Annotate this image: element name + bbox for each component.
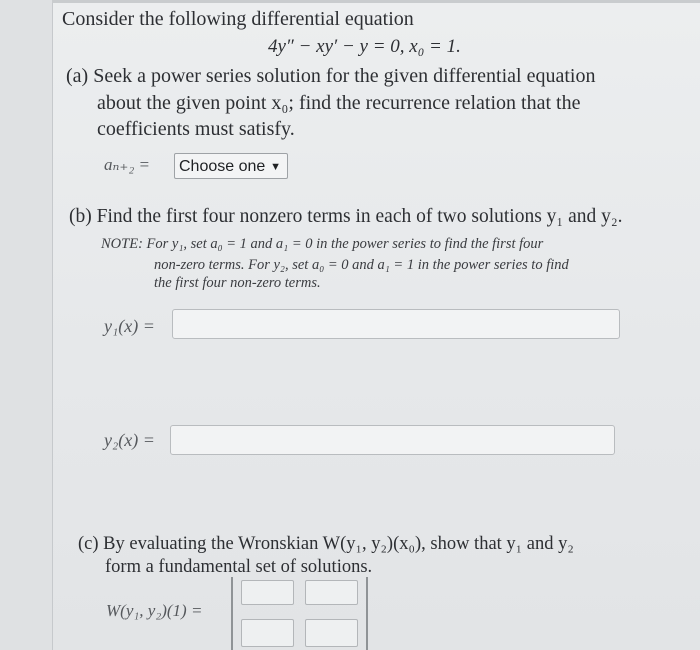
y2-label: y₂(x) = <box>104 430 155 450</box>
wronskian-cell-1-1[interactable] <box>241 580 294 605</box>
equation: 4y″ − xy′ − y = 0, x₀ = 1. <box>268 36 461 57</box>
y2-answer-field[interactable] <box>170 425 615 455</box>
chevron-down-icon: ▼ <box>270 161 281 173</box>
part-a-line-3: coefficients must satisfy. <box>97 118 295 140</box>
y1-label: y₁(x) = <box>104 316 155 336</box>
wronskian-cell-2-1[interactable] <box>241 619 294 647</box>
note-line-2: non-zero terms. For y₂, set a₀ = 0 and a₁ = 1 in the power series to find <box>154 257 569 273</box>
note-line-3: the first four non-zero terms. <box>154 275 321 291</box>
part-c-line-1: (c) By evaluating the Wronskian W(y₁, y₂)(x₀), show that y₁ and y₂ <box>78 534 574 554</box>
part-c-line-2: form a fundamental set of solutions. <box>105 557 373 577</box>
wronskian-label: W(y₁, y₂)(1) = <box>106 601 203 620</box>
part-a-line-1: (a) Seek a power series solution for the given differential equation <box>66 65 596 87</box>
part-a-line-2: about the given point x₀; find the recurrence relation that the <box>97 92 581 114</box>
recurrence-label: aₙ₊₂ = <box>104 155 150 174</box>
recurrence-dropdown[interactable] <box>174 153 288 179</box>
y1-answer-field[interactable] <box>172 309 620 339</box>
matrix-left-bracket <box>231 577 233 650</box>
matrix-right-bracket <box>366 577 368 650</box>
wronskian-cell-1-2[interactable] <box>305 580 358 605</box>
top-divider <box>52 0 700 3</box>
dropdown-value: Choose one <box>179 158 266 175</box>
note-line-1: NOTE: For y₁, set a₀ = 1 and a₁ = 0 in the power series to find the first four <box>101 236 544 252</box>
intro-text: Consider the following differential equation <box>62 8 414 30</box>
part-b-line-1: (b) Find the first four nonzero terms in each of two solutions y₁ and y₂. <box>69 206 623 227</box>
wronskian-cell-2-2[interactable] <box>305 619 358 647</box>
